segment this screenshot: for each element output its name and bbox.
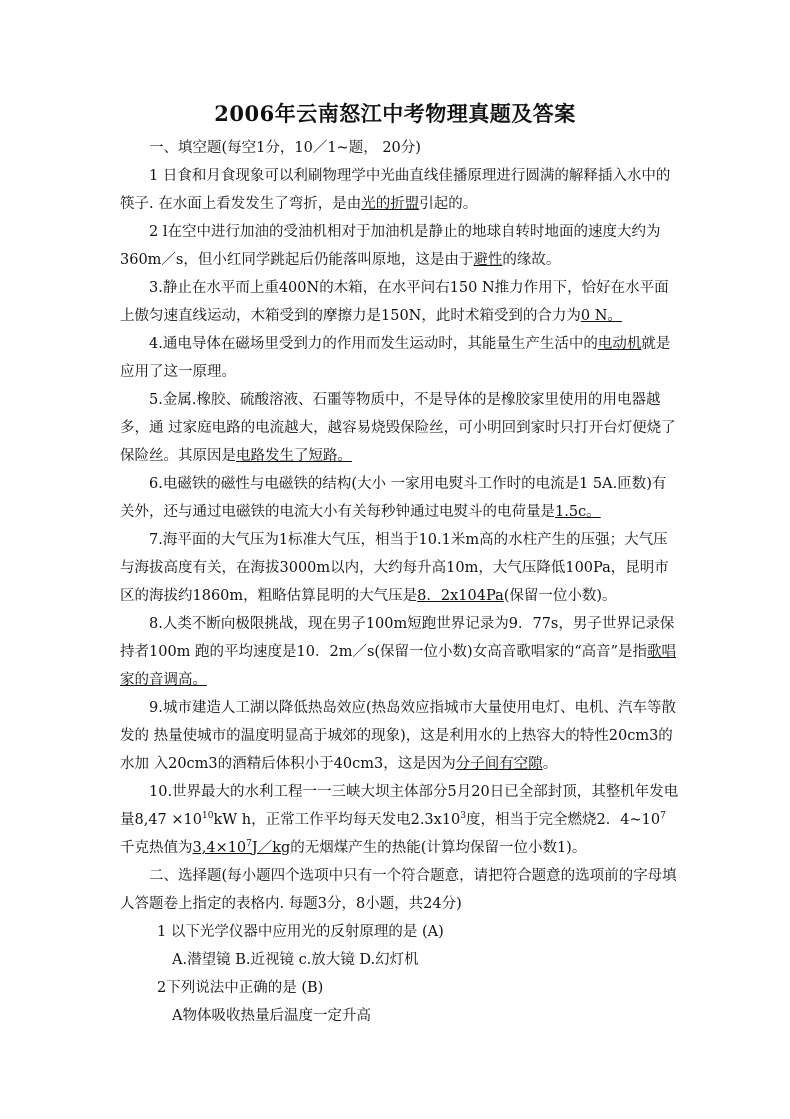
- question-9: 9.城市建造人工湖以降低热岛效应(热岛效应指城市大量使用电灯、电机、汽车等散发的 热量使城市的温度明显高于城郊的现象)，这是利用水的上热容大的特性20cm3的水加 入20cm3的酒精后体积小于40cm3，这是因为分子间有空隙。: [120, 700, 676, 772]
- answer-7: 8．2x104Pa: [417, 588, 504, 604]
- answer-2: 避性: [473, 252, 503, 268]
- question-8: 8.人类不断向极限挑战，现在男子100m短跑世界记录为9．77s，男子世界记录保持者100m 跑的平均速度是10．2m／s(保留一位小数)女高音歌唱家的“高音”是指歌唱家的音调高。: [120, 616, 677, 688]
- mc-question-1: 1 以下光学仪器中应用光的反射原理的是 (A): [157, 924, 444, 940]
- answer-3: 0 N。: [580, 308, 622, 324]
- question-6: 6.电磁铁的磁性与电磁铁的结构(大小 一家用电熨斗工作时的电流是1 5A.匝数)有关外，还与通过电磁铁的电流大小有关每秒钟通过电熨斗的电荷量是1.5c。: [120, 476, 667, 520]
- answer-10: $3,4\times 10^7J/kg$: [192, 839, 291, 856]
- question-4: 4.通电导体在磁场里受到力的作用而发生运动时，其能量生产生活中的电动机就是应用了这一原理。: [120, 336, 671, 380]
- exam-content: [120, 134, 680, 1030]
- answer-6: 1.5c。: [555, 504, 601, 520]
- mc-question-2: 2下列说法中正确的是 (B): [157, 980, 324, 996]
- page-title: 2006年云南怒江中考物理真题及答案: [214, 101, 576, 126]
- answer-8: 歌唱家的音调高。: [120, 644, 677, 688]
- section1-heading: 一、填空题(每空1分，10／1~题， 20分): [149, 140, 421, 156]
- question-2: 2 l在空中进行加油的受油机相对于加油机是静止的地球自转时地面的速度大约为360m／s，但小红同学跳起后仍能落叫原地，这是由于避性的缘故。: [120, 224, 661, 268]
- question-7: 7.海平面的大气压为1标准大气压，相当于10.1米m高的水柱产生的压强；大气压与海拔高度有关，在海拔3000m以内，大约每升高10m，大气压降低100Pa，昆明市区的海拔约1860m，粗略估算昆明的大气压是8．2x104Pa(保留一位小数)。: [120, 532, 669, 604]
- question-1: 1 日食和月食现象可以利刷物理学中光曲直线佳播原理进行圆满的解释插入水中的筷子. 在水面上看发发生了弯折，是由光的折盟引起的。: [120, 168, 671, 212]
- answer-9: 分子间有空隙: [455, 756, 543, 772]
- mc-question-2-option-a: A物体吸收热量后温度一定升高: [172, 1008, 371, 1024]
- question-3: 3.静止在水平而上重400N的木箱，在水平问右150 N推力作用下，恰好在水平面上傲匀速直线运动，木箱受到的摩擦力是150N，此时术箱受到的合力为0 N。: [120, 280, 669, 324]
- answer-5: 电路发生了短路。: [236, 448, 352, 464]
- mc-question-1-options: A.潜望镜 B.近视镜 c.放大镜 D.幻灯机: [172, 952, 419, 968]
- answer-4: 电动机: [597, 336, 642, 352]
- answer-1: 光的折盟: [361, 196, 420, 212]
- question-10: 10.世界最大的水利工程一一三峡大坝主体部分5月20日已全部封顶，其整机年发电量$8,47 \times 10^{10}kW$ h，正常工作平均每天发电$2.3x10^3$度，相当于完全燃烧2．$4\sim 10^7$千克热值为$3,4\times 10^7J/kg$的无烟煤产生的热能(计算均保留一位小数1)。: [120, 784, 679, 856]
- section2-heading: 二、选择题(每小题四个选项中只有一个符合题意，请把符合题意的选项前的字母填人答题卷上指定的表格内. 每题3分，8小题，共24分): [120, 868, 677, 912]
- question-5: 5.金属.橡胶、硫酸溶液、石噩等物质中，不是导体的是橡胶家里使用的用电器越多，通 过家庭电路的电流越大，越容易烧毁保险丝，可小明回到家时只打开台灯便烧了保险丝。其原因是电路发生了短路。: [120, 392, 676, 464]
